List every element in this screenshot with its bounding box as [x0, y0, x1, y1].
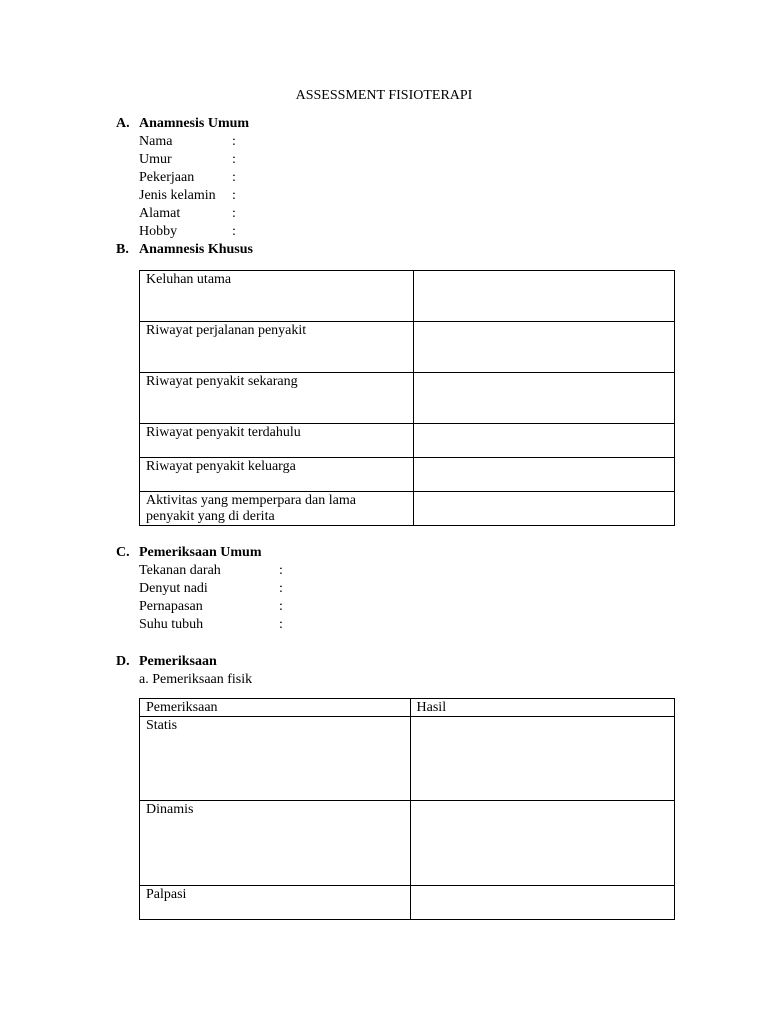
section-a-title: Anamnesis Umum [139, 116, 250, 131]
table-cell-answer[interactable] [413, 271, 674, 322]
table-row [140, 271, 675, 322]
section-c-title: Pemeriksaan Umum [139, 545, 262, 560]
table-cell-label: Riwayat penyakit keluarga [140, 458, 414, 492]
table-header-hasil: Hasil [410, 699, 674, 717]
field-colon: : [232, 152, 236, 167]
section-d-heading [116, 654, 217, 670]
table-cell-label: Riwayat penyakit sekarang [140, 373, 414, 424]
section-a-heading [116, 116, 249, 132]
table-cell-label: Aktivitas yang memperpara dan lama penyakit yang di derita [140, 492, 414, 526]
table-row [140, 373, 675, 424]
table-cell-label: Palpasi [140, 886, 411, 920]
table-cell-label: Riwayat perjalanan penyakit [140, 322, 414, 373]
table-cell-label: Statis [140, 717, 411, 801]
table-cell-answer[interactable] [413, 492, 674, 526]
document-title: ASSESSMENT FISIOTERAPI [295, 88, 473, 103]
table-cell-label: Dinamis [140, 801, 411, 886]
field-label-jenis-kelamin: Jenis kelamin [139, 188, 216, 203]
section-c-letter: C. [116, 545, 130, 560]
section-b-title: Anamnesis Khusus [139, 242, 253, 257]
table-cell-label: Keluhan utama [140, 271, 414, 322]
field-label-denyut-nadi: Denyut nadi [139, 581, 208, 596]
field-colon: : [232, 224, 236, 239]
table-header-row [140, 699, 675, 717]
section-d-letter: D. [116, 654, 130, 669]
section-d-title: Pemeriksaan [139, 654, 217, 669]
table-cell-answer[interactable] [413, 373, 674, 424]
field-colon: : [279, 563, 283, 578]
field-label-pekerjaan: Pekerjaan [139, 170, 195, 185]
field-label-umur: Umur [139, 152, 172, 167]
section-c-heading [116, 545, 262, 561]
field-label-alamat: Alamat [139, 206, 181, 221]
table-row [140, 492, 675, 526]
table-cell-label: Riwayat penyakit terdahulu [140, 424, 414, 458]
field-label-suhu-tubuh: Suhu tubuh [139, 617, 204, 632]
field-colon: : [232, 188, 236, 203]
section-a-letter: A. [116, 116, 130, 131]
table-cell-answer[interactable] [410, 801, 674, 886]
table-row [140, 424, 675, 458]
table-row [140, 886, 675, 920]
field-label-tekanan-darah: Tekanan darah [139, 563, 221, 578]
field-label-hobby: Hobby [139, 224, 178, 239]
section-b-letter: B. [116, 242, 129, 257]
field-label-nama: Nama [139, 134, 173, 149]
table-row [140, 322, 675, 373]
field-colon: : [279, 581, 283, 596]
section-b-heading [116, 242, 253, 258]
table-cell-answer[interactable] [413, 458, 674, 492]
table-cell-answer[interactable] [413, 322, 674, 373]
table-row [140, 717, 675, 801]
field-colon: : [279, 599, 283, 614]
anamnesis-khusus-table [139, 270, 675, 526]
field-colon: : [232, 134, 236, 149]
field-colon: : [232, 170, 236, 185]
field-colon: : [279, 617, 283, 632]
table-cell-answer[interactable] [413, 424, 674, 458]
table-cell-answer[interactable] [410, 717, 674, 801]
pemeriksaan-fisik-table [139, 698, 675, 920]
field-label-pernapasan: Pernapasan [139, 599, 203, 614]
table-cell-answer[interactable] [410, 886, 674, 920]
table-row [140, 801, 675, 886]
table-row [140, 458, 675, 492]
table-header-pemeriksaan: Pemeriksaan [140, 699, 411, 717]
field-colon: : [232, 206, 236, 221]
section-d-subheading: a. Pemeriksaan fisik [139, 672, 253, 687]
